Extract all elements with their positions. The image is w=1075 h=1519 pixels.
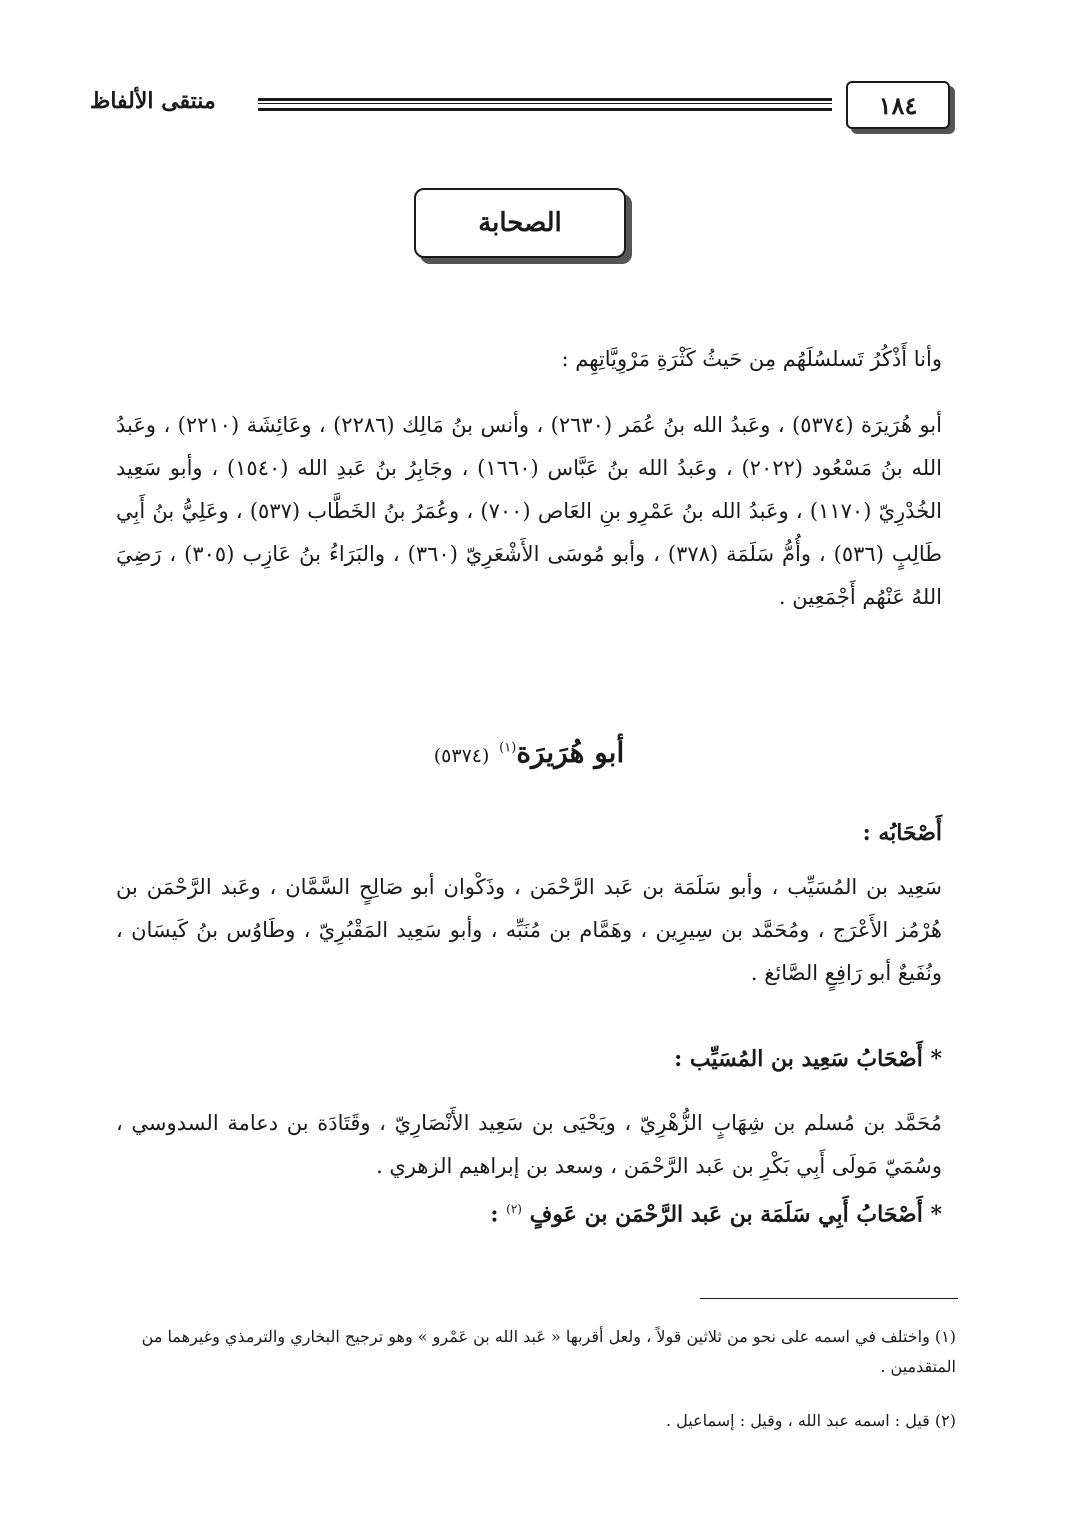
footnote-separator xyxy=(700,1298,958,1299)
subheading-text: * أَصْحَابُ أَبِي سَلَمَة بن عَبد الرَّحْمَن بن عَوفٍ xyxy=(529,1201,942,1228)
companions-paragraph: أبو هُرَيرَة (٥٣٧٤) ، وعَبدُ الله بنُ عُمَر (٢٦٣٠) ، وأنس بنُ مَالِك (٢٢٨٦) ، وعَائِشَة (٢٢١٠) ، وعَبدُ الله بنُ مَسْعُود (٢٠٢٢) ، وعَبدُ الله بنُ عَبَّاس (١٦٦٠) ، وجَابِرُ بنُ عَبدِ الله (١٥٤٠) ، وأبو سَعِيد الخُدْرِيّ (١١٧٠) ، وعَبدُ الله بنُ عَمْرِو بنِ العَاص (٧٠٠) ، وعُمَرُ بنُ الخَطَّاب (٥٣٧) ، وعَلِيُّ بنُ أَبِي طَالِبٍ (٥٣٦) ، وأُمُّ سَلَمَة (٣٧٨) ، وأبو مُوسَى الأَشْعَرِيّ (٣٦٠) ، والبَرَاءُ بنُ عَازِب (٣٠٥) ، رَضِيَ اللهُ عَنْهُم أَجْمَعِين . xyxy=(116,413,943,609)
companions-label: أَصْحَابُه : xyxy=(862,820,942,846)
companions-of-abu-hurayra: سَعِيد بن المُسَيِّب ، وأبو سَلَمَة بن عَبد الرَّحْمَن ، وذَكْوان أبو صَالِحٍ السَّمَّان ، وعَبد الرَّحْمَن بن هُرْمُز الأَعْرَج ، ومُحَمَّد بن سِيرِين ، وهَمَّام بن مُنَبِّه ، وأبو سَعِيد المَقْبُرِيّ ، وطَاوُس بنُ كَيسَان ، ونُفَيعٌ أبو رَافِعٍ الصَّائغ . xyxy=(116,875,942,985)
footnote-2: (٢) قيل : اسمه عبد الله ، وقيل : إسماعيل . xyxy=(665,1411,956,1430)
section-title-box xyxy=(414,188,626,258)
header-rule xyxy=(258,98,832,111)
book-title: منتقى الألفاظ xyxy=(90,88,216,114)
subheading-colon: : xyxy=(490,1201,499,1228)
saeed-companions-list: مُحَمَّد بن مُسلم بن شِهَابٍ الزُّهْرِيّ ، ويَحْيَى بن سَعِيد الأَنْصَارِيّ ، وقَتَادَة بن دعامة السدوسي ، وسُمَيّ مَولَى أَبِي بَكْرِ بن عَبد الرَّحْمَن ، وسعد بن إبراهيم الزهري . xyxy=(116,1111,942,1178)
heading-name: أبو هُرَيرَة xyxy=(516,736,625,769)
abu-hurayra-heading xyxy=(116,736,942,769)
page-number: ١٨٤ xyxy=(878,90,918,120)
footnote-ref-2: (٢) xyxy=(506,1202,522,1216)
section-title: الصحابة xyxy=(478,208,562,238)
narration-count: (٥٣٧٤) xyxy=(433,745,490,767)
subheading-saeed: * أَصْحَابُ سَعِيد بن المُسَيِّب : xyxy=(674,1046,942,1072)
footnote-ref-1: (١) xyxy=(499,740,517,756)
subheading-abu-salama xyxy=(116,1188,942,1236)
page-number-box xyxy=(846,81,950,129)
intro-paragraph: وأنا أَذْكُرُ تَسلسُلَهُم مِن حَيثُ كَثْرَةِ مَرْوِيَّاتِهِم : xyxy=(561,347,942,371)
footnote-1: (١) واختلف في اسمه على نحو من ثلاثين قولاً ، ولعل أقربها « عَبد الله بن عَمْرو » وهو ترجيح البخاري والترمذي وغيرهما من المتقدمين . xyxy=(141,1327,956,1376)
